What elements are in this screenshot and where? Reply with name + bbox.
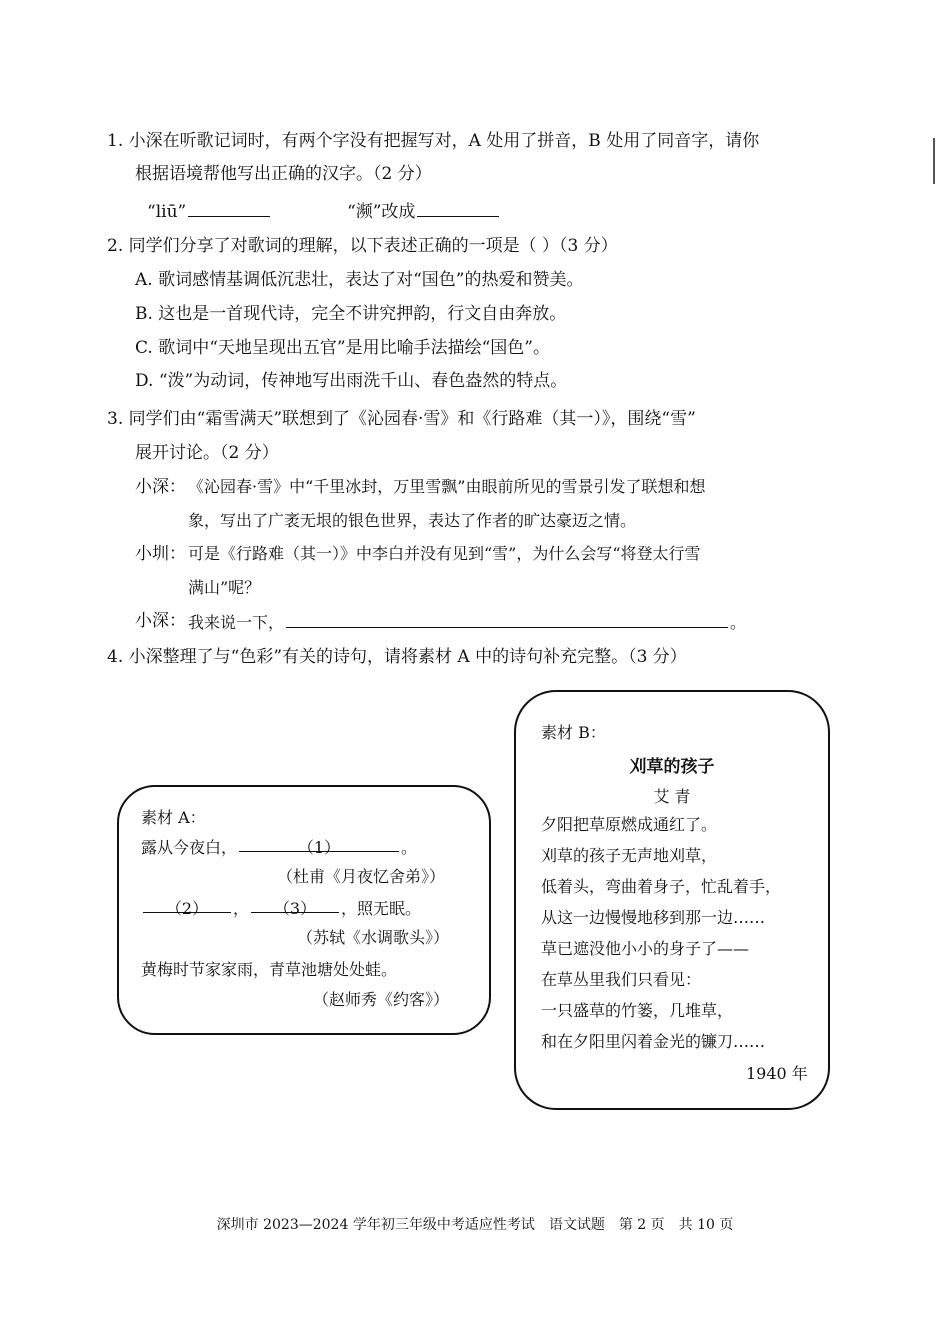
q1-line2: 根据语境帮他写出正确的汉字。（2 分） xyxy=(135,164,432,184)
q1-part-a-label: “liū” xyxy=(147,202,187,222)
page-footer: 深圳市 2023—2024 学年初三年级中考适应性考试 语文试题 第 2 页 共 10 页 xyxy=(216,1217,734,1233)
q3-dialog-1-line1: 《沁园春·雪》中“千里冰封，万里雪飘”由眼前所见的雪景引发了联想和想 xyxy=(188,477,706,496)
q3-dialog-2-line1: 可是《行路难（其一）》中李白并没有见到“雪”，为什么会写“将登太行雪 xyxy=(188,544,701,563)
q1-answer-b-blank[interactable] xyxy=(417,199,499,217)
q3-dialog-1-line2: 象，写出了广袤无垠的银色世界，表达了作者的旷达豪迈之情。 xyxy=(188,511,637,530)
material-b-poem-title: 刈草的孩子 xyxy=(629,757,715,777)
material-a-line1 xyxy=(141,835,417,858)
q2-option-a[interactable]: A. 歌词感情基调低沉悲壮，表达了对“国色”的热爱和赞美。 xyxy=(135,270,584,290)
material-a-source-3: （赵师秀《约客》） xyxy=(313,990,450,1009)
material-a-blank-3[interactable] xyxy=(251,896,339,918)
blank-3-label: （3） xyxy=(273,899,317,918)
material-a-line2 xyxy=(141,896,421,919)
q3-speaker-1: 小深： xyxy=(135,477,186,497)
q3-speaker-2: 小圳： xyxy=(135,544,186,564)
material-a-line2-end: ，照无眠。 xyxy=(341,899,422,918)
q1-answer-a-blank[interactable] xyxy=(188,199,270,217)
material-a-line1-text: 露从今夜白， xyxy=(141,838,238,857)
material-a-blank-1[interactable] xyxy=(239,835,399,857)
poem-line: 草已遮没他小小的身子了—— xyxy=(541,939,750,958)
q1-part-b-label: “濒”改成 xyxy=(347,202,416,222)
q2-option-d[interactable]: D. “泼”为动词，传神地写出雨洗千山、春色盎然的特点。 xyxy=(135,371,568,391)
q3-line2: 展开讨论。（2 分） xyxy=(135,443,279,463)
q3-speaker-3: 小深： xyxy=(135,611,186,631)
poem-line: 低着头，弯曲着身子，忙乱着手， xyxy=(541,877,782,896)
blank-1-label: （1） xyxy=(297,838,341,857)
blank-2-label: （2） xyxy=(165,899,209,918)
q3-dialog-3-text: 我来说一下， xyxy=(188,613,285,632)
material-b-author: 艾 青 xyxy=(653,787,691,806)
q4-stem: 4. 小深整理了与“色彩”有关的诗句，请将素材 A 中的诗句补充完整。（3 分） xyxy=(107,647,687,667)
q3-answer-blank[interactable] xyxy=(286,611,728,628)
material-b-title: 素材 B： xyxy=(541,723,606,742)
poem-line: 从这一边慢慢地移到那一边…… xyxy=(541,908,766,927)
q1-part-b xyxy=(347,199,501,222)
q2-stem: 2. 同学们分享了对歌词的理解，以下表述正确的一项是（ ）（3 分） xyxy=(107,236,618,256)
material-a-title: 素材 A： xyxy=(141,808,206,827)
material-b-year: 1940 年 xyxy=(746,1064,808,1083)
material-a-line2-comma: ， xyxy=(233,899,250,918)
poem-line: 刈草的孩子无声地刈草， xyxy=(541,846,718,865)
material-a-blank-2[interactable] xyxy=(143,896,231,918)
q3-dialog-2-line2: 满山”呢？ xyxy=(188,578,261,597)
q3-dialog-3-end: 。 xyxy=(730,613,747,632)
q3-dialog-3 xyxy=(188,611,746,632)
q1-line1: 1. 小深在听歌记词时，有两个字没有把握写对，A 处用了拼音，B 处用了同音字，请你 xyxy=(107,131,760,151)
q1-part-a xyxy=(147,199,272,222)
q3-line1: 3. 同学们由“霜雪满天”联想到了《沁园春·雪》和《行路难（其一）》，围绕“雪” xyxy=(107,409,696,429)
scan-edge-mark xyxy=(933,138,935,184)
poem-line: 夕阳把草原燃成通红了。 xyxy=(541,815,718,834)
material-a-line1-end: 。 xyxy=(401,838,418,857)
poem-line: 一只盛草的竹篓，几堆草， xyxy=(541,1001,734,1020)
poem-line: 在草丛里我们只看见： xyxy=(541,970,702,989)
material-a-source-2: （苏轼《水调歌头》） xyxy=(297,928,450,947)
q2-option-c[interactable]: C. 歌词中“天地呈现出五官”是用比喻手法描绘“国色”。 xyxy=(135,338,550,358)
poem-line: 和在夕阳里闪着金光的镰刀…… xyxy=(541,1032,766,1051)
material-a-source-1: （杜甫《月夜忆舍弟》） xyxy=(277,867,446,886)
q2-option-b[interactable]: B. 这也是一首现代诗，完全不讲究押韵，行文自由奔放。 xyxy=(135,304,567,324)
material-a-line3: 黄梅时节家家雨，青草池塘处处蛙。 xyxy=(141,960,398,979)
